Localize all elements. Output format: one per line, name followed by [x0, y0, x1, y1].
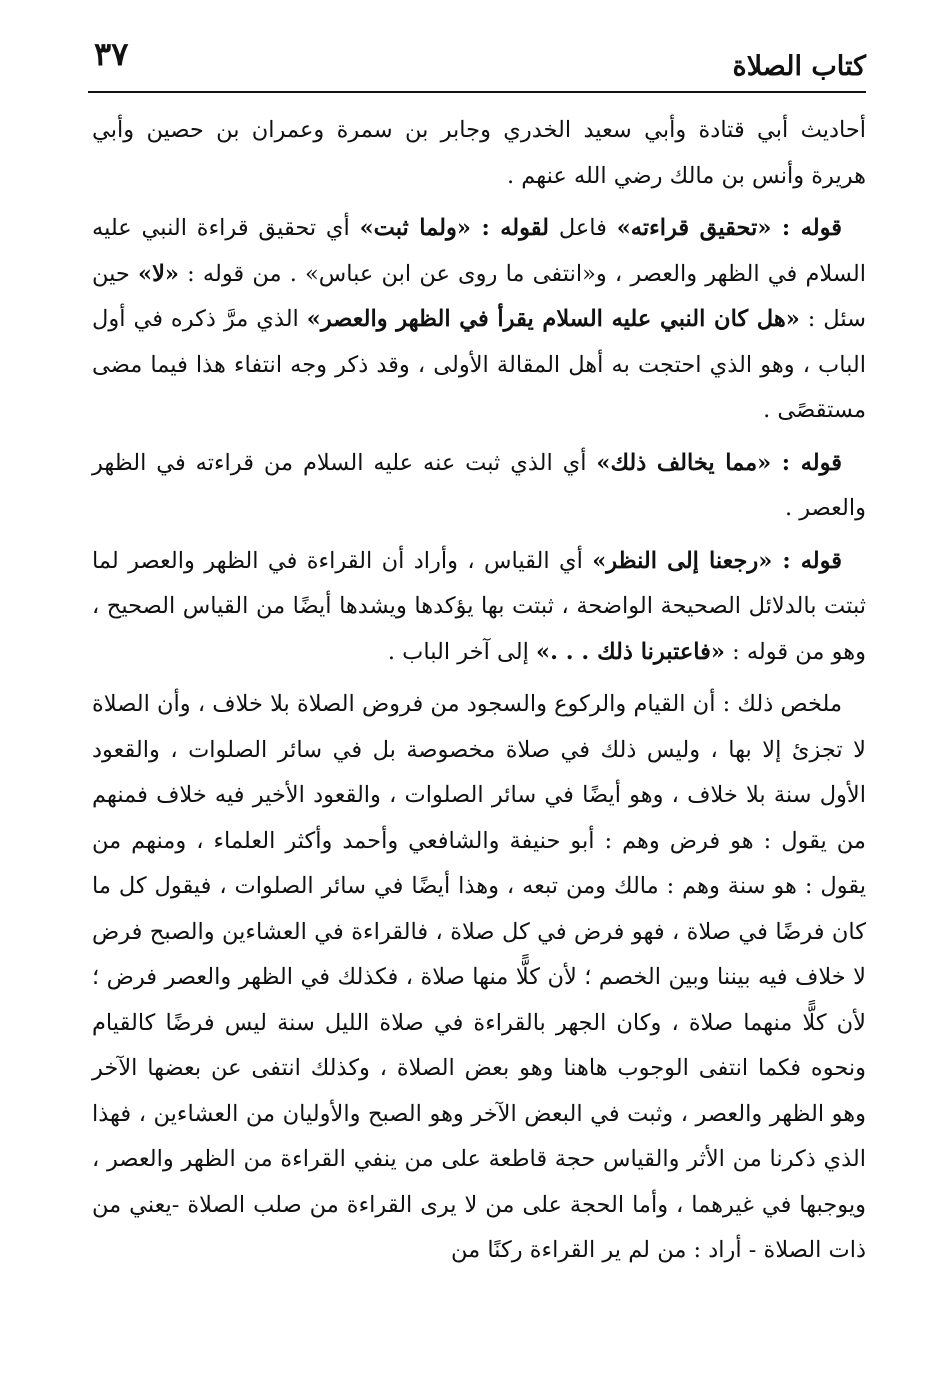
text-segment: ملخص ذلك : أن القيام والركوع والسجود من فروض الصلاة بلا خلاف ، وأن الصلاة لا تجزئ إلا بها ، وليس ذلك في صلاة مخصوصة بل في سائر الصلوات ، والقعود الأول سنة بلا خلاف ، وهو أيضًا في سائر الصلوات ، والقعود الأخير فيه خلاف فمنهم من يقول : هو فرض وهم : أبو حنيفة والشافعي وأحمد وأكثر العلماء ، ومنهم من يقول : هو سنة وهم : مالك ومن تبعه ، وهذا أيضًا في سائر الصلوات ، فيقول كل ما كان فرضًا في صلاة ، فهو فرض في كل صلاة ، فالقراءة في العشاءين والصبح فرض لا خلاف فيه بيننا وبين الخصم ؛ لأن كلًّا منها صلاة ، فكذلك في الظهر والعصر فرض ؛ لأن كلًّا منهما صلاة ، وكان الجهر بالقراءة في صلاة الليل سنة ليس فرضًا كالقيام ونحوه فكما انتفى الوجوب هاهنا وهو بعض الصلاة ، وكذلك انتفى عن بعضها الآخر وهو الظهر والعصر ، وثبت في البعض الآخر وهو الصبح والأوليان من العشاءين ، فهذا الذي ذكرنا من الأثر والقياس حجة قاطعة على من ينفي القراءة من الظهر والعصر ، ويوجبها في غيرهما ، وأما الحجة على من لا يرى القراءة من صلب الصلاة -يعني من ذات الصلاة - أراد : من لم ير القراءة ركنًا من [92, 691, 866, 1263]
book-title: كتاب الصلاة [732, 51, 866, 82]
quoted-phrase: قوله : «رجعنا إلى النظر» [592, 547, 842, 574]
text-segment: أي الذي ثبت عنه عليه السلام من قراءته في الظهر والعصر . [92, 449, 866, 521]
quoted-phrase: «لا» [138, 260, 179, 287]
quoted-phrase: «هل كان النبي عليه السلام يقرأ في الظهر والعصر» [306, 306, 800, 332]
text-segment: الذي مرَّ ذكره في أول الباب ، وهو الذي احتجت به أهل المقالة الأولى ، وقد ذكر وجه انتفاء هذا فيما مضى مستقصًى . [92, 306, 866, 423]
quoted-phrase: قوله : «تحقيق قراءته» [616, 215, 842, 241]
paragraph [92, 441, 866, 532]
text-segment: حين سئل : [92, 260, 866, 332]
text-segment: فاعل [549, 215, 617, 241]
body-text [92, 108, 866, 1281]
text-segment: أحاديث أبي قتادة وأبي سعيد الخدري وجابر بن سمرة وعمران بن حصين وأبي هريرة وأنس بن مالك رضي الله عنهم . [92, 117, 866, 189]
text-segment: أي القياس ، وأراد أن القراءة في الظهر والعصر لما ثبتت بالدلائل الصحيحة الواضحة ، ثبتت بها يؤكدها ويشدها أيضًا من القياس الصحيح ، وهو من قوله : [92, 547, 866, 665]
header-divider [88, 91, 866, 93]
quoted-phrase: «فاعتبرنا ذلك . . .» [536, 638, 725, 665]
paragraph [92, 682, 866, 1274]
paragraph [92, 539, 866, 676]
quoted-phrase: قوله : «مما يخالف ذلك» [596, 449, 842, 476]
running-header [88, 32, 866, 90]
page-number: ٣٧ [94, 35, 129, 73]
quoted-phrase: لقوله : «ولما ثبت» [359, 215, 550, 241]
paragraph [92, 108, 866, 199]
paragraph [92, 206, 866, 434]
text-segment: إلى آخر الباب . [387, 638, 537, 665]
text-segment: أي تحقيق قراءة النبي عليه السلام في الظهر والعصر ، و«انتفى ما روى عن ابن عباس» . من قوله : [92, 215, 866, 287]
